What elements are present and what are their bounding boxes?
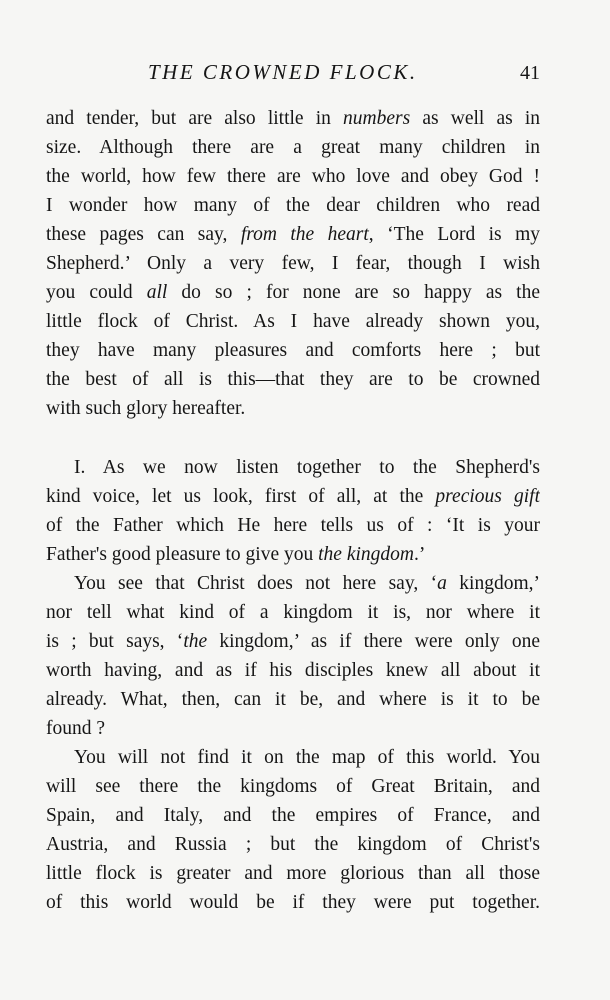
text-line: with such glory hereafter. — [46, 398, 246, 419]
text-line: the best of all is this—that they are to be crowned — [46, 369, 540, 390]
italic-text: the — [183, 631, 208, 652]
text-line: You see that Christ does not here say, ‘a kingdom,’ — [74, 573, 540, 594]
text-line: the world, how few there are who love and obey God ! — [46, 166, 540, 187]
italic-text: a — [437, 573, 447, 594]
italic-text: the kingdom — [318, 544, 414, 565]
text-line: Shepherd.’ Only a very few, I fear, though I wish — [46, 253, 540, 274]
text-line: is ; but says, ‘the kingdom,’ as if there were only one — [46, 631, 540, 652]
italic-text: numbers — [343, 108, 411, 129]
text-line: these pages can say, from the heart, ‘The Lord is my — [46, 224, 540, 245]
text-line: Austria, and Russia ; but the kingdom of Christ's — [46, 834, 540, 855]
text-line: of the Father which He here tells us of : ‘It is your — [46, 515, 540, 536]
italic-text: precious gift — [435, 486, 540, 507]
text-line: little flock is greater and more glorious than all those — [46, 863, 540, 884]
italic-text: from the heart — [240, 224, 369, 245]
italic-text: all — [146, 282, 168, 303]
text-line: and tender, but are also little in numbers as well as in — [46, 108, 540, 129]
text-line: little flock of Christ. As I have already shown you, — [46, 311, 540, 332]
page-number: 41 — [520, 62, 540, 84]
text-line: Father's good pleasure to give you the kingdom.’ — [46, 544, 426, 565]
text-line: worth having, and as if his disciples knew all about it — [46, 660, 540, 681]
text-line: already. What, then, can it be, and where is it to be — [46, 689, 540, 710]
text-line: size. Although there are a great many children in — [46, 137, 540, 158]
text-line: I wonder how many of the dear children who read — [46, 195, 540, 216]
text-line: nor tell what kind of a kingdom it is, nor where it — [46, 602, 540, 623]
page-header — [46, 60, 540, 90]
text-line: kind voice, let us look, first of all, at the precious gift — [46, 486, 540, 507]
body-text — [46, 104, 540, 917]
text-line: Spain, and Italy, and the empires of France, and — [46, 805, 540, 826]
text-line: found ? — [46, 718, 106, 739]
text-line: of this world would be if they were put together. — [46, 892, 540, 913]
text-line: will see there the kingdoms of Great Britain, and — [46, 776, 540, 797]
running-title: THE CROWNED FLOCK. — [148, 60, 418, 84]
paragraph-gap — [46, 423, 540, 453]
text-line: You will not find it on the map of this world. You — [74, 747, 540, 768]
text-line: I. As we now listen together to the Shepherd's — [74, 457, 540, 478]
text-line: they have many pleasures and comforts here ; but — [46, 340, 540, 361]
text-line: you could all do so ; for none are so happy as the — [46, 282, 540, 303]
